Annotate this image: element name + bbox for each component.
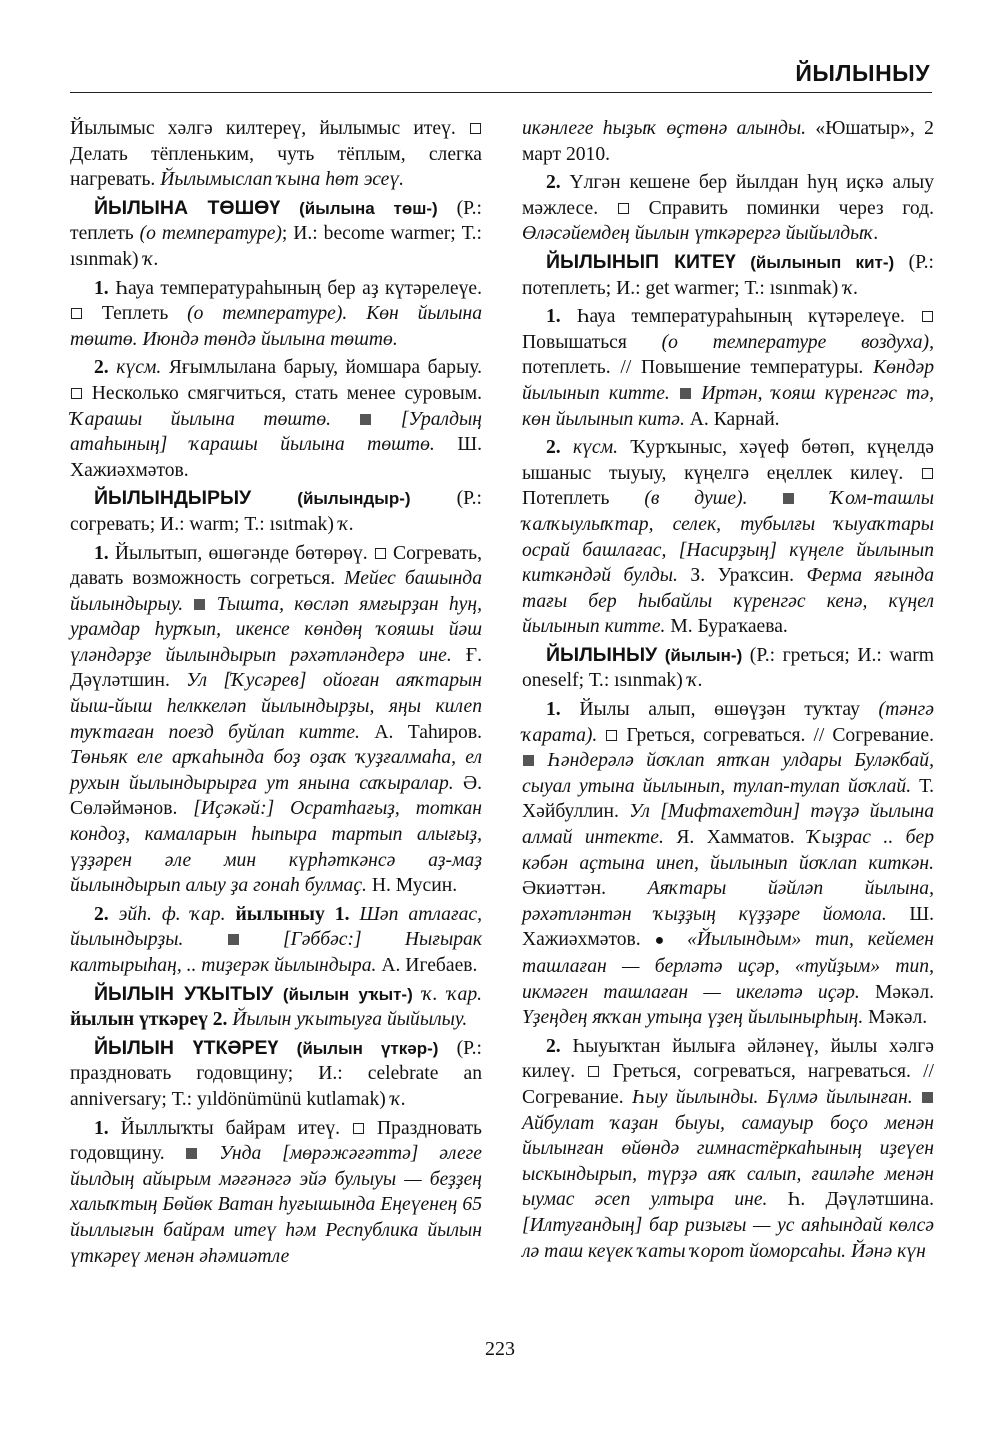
entry-text: Ул [Ҡусәрев] ойоған аяҡтарын йыш-йыш һелккеләп йылындырҙы, яңы килеп туҡтаған поезд буйлап китте. [70, 670, 482, 743]
sense-1 [70, 276, 482, 353]
page-number: 223 [485, 1338, 515, 1360]
black-square-icon [523, 755, 534, 766]
entry-text: Йылын уҡытыуға йыйылыу. [232, 1009, 468, 1031]
entry-text: 2. [546, 172, 561, 194]
entry-text: З. Ураҡсин. [690, 565, 795, 587]
left-column [70, 116, 482, 1272]
entry-text: Праздновать годовщину. [70, 1117, 482, 1165]
sense-1 [70, 541, 482, 899]
entry-text: Һауа температураһының бер аҙ күтәрелеүе. [115, 277, 482, 299]
entry-text: Шәп атлағас, йылындырҙы. [70, 903, 482, 951]
entry-text: [Иҫәкәй:] Осратһағыҙ, тоткан кондоҙ, камаларын һыпыра тартып алығыҙ, үҙҙәрен әле мин күрһәткәнсә аҙ-маҙ йылындырып алыу ҙа гонаһ булмаҫ. [70, 798, 482, 897]
entry-text: А. Таһиров. [374, 721, 483, 743]
entry-text: ҡ. [843, 277, 859, 299]
entry-text: 2. [94, 903, 109, 925]
entry-text: (Р.: греться; И.: warm oneself; Т.: ısınmak) [522, 644, 934, 692]
entry-text: Я. Хамматов. [676, 827, 795, 849]
entry-text: Мәкәл. [874, 981, 934, 1003]
black-square-icon [228, 934, 239, 945]
entry-text: икәнлеге һыҙыҡ өҫтөнә алынды. [522, 118, 807, 139]
entry-text: йылын үткәреү 2. [70, 1009, 228, 1031]
headword: ЙЫЛЫН ҮТКӘРЕҮ [94, 1036, 279, 1059]
sense-2 [70, 355, 482, 483]
entry-text: ҡ. [422, 983, 438, 1005]
entry-text: күсм. [572, 437, 619, 459]
entry-text: Несколько смягчиться, стать менее суровым. [91, 382, 482, 404]
entry-text: (йылындыр-) [297, 489, 411, 509]
entry-text: Повышаться [522, 331, 627, 353]
running-header [70, 58, 932, 93]
headword: ЙЫЛЫНЫУ [546, 643, 658, 666]
entry-text: 1. [94, 277, 109, 299]
entry-text: «Юшатыр», 2 март 2010. [522, 118, 934, 165]
entry-text: Яғымлылана барыу, йомшара барыу. [168, 357, 482, 379]
black-square-icon [194, 599, 205, 610]
entry-text: Үҙеңдең яҡҡан утыңа үҙең йылынырһың. [522, 1007, 864, 1029]
entry-yylyna-toshou [70, 196, 482, 273]
headword: ЙЫЛЫН УҠЫТЫУ [94, 982, 274, 1005]
entry-text: эйһ. ф. ҡар. [118, 903, 226, 925]
entry-text: (в душе). [644, 488, 748, 510]
entry-text: (йылын уҡыт-) [282, 984, 413, 1004]
entry-yylyndyryu [70, 486, 482, 537]
entry-text: Һыу йылынды. Бүлмә йылынған. [631, 1086, 913, 1108]
entry-text: Йылы алып, өшөүҙән туҡтау [579, 699, 860, 721]
entry-text: Йылытып, өшөгәнде бөтөрөү. [114, 542, 368, 564]
white-square-icon [618, 203, 629, 214]
entry-text: Ғ. Дәүләтшин. [70, 644, 482, 692]
entry-text: (йылына төш-) [299, 198, 438, 218]
entry-text: Төньяк еле арҡаһында боҙ оҙаҡ ҡуҙғалмаһа, ел рухын йылындырырға ут янына саҡыралар. [70, 747, 482, 794]
entry-text: Һәндерәлә йоҡлап ятҡан улдары Буләкбай, сыуал утына йылынып, тулап-тулап йоҡлай. [522, 750, 934, 797]
entry-text: Ш. Хажиәхмәтов. [522, 903, 934, 951]
entry-text: Унда [мөрәжәғәттә] әлеге йылдың айырым мәғәнәгә эйә булыуы — беҙҙең халыҡтың Бөйөк Ватан һуғышында Еңеүенең 65 йыллығын байрам итеү һәм Республика йылын үткәреү менән әһәмиәтле [70, 1143, 482, 1267]
entry-text: Ферма яғында тағы бер һыбайлы күренгәс кенә, күңел йылынып китте. [522, 565, 935, 638]
entry-continuation-yylyn-utkareu [522, 116, 934, 167]
entry-text: Өләсәйемдең йылын үткәрергә йыйылдыҡ. [522, 223, 879, 245]
entry-text: ; И.: become warmer; Т.: ısınmak) [70, 223, 482, 270]
entry-yylynyp-kiteu [522, 250, 934, 301]
entry-text: Йылымыслап ҡына һөт эсеү. [160, 169, 405, 191]
white-square-icon [71, 308, 82, 319]
entry-text: ҡ. [390, 1088, 406, 1110]
entry-text: Әкиәттән. [522, 878, 607, 900]
entry-text: күсм. [116, 357, 162, 379]
black-square-icon [922, 1092, 933, 1103]
white-square-icon [588, 1066, 599, 1077]
white-square-icon [922, 311, 933, 322]
black-square-icon [186, 1148, 197, 1159]
entry-text: йылыныу 1. [235, 903, 350, 925]
entry-yylyn-ukytyu [70, 982, 482, 1033]
entry-text: Мейес башында йылындырыу. [70, 568, 482, 615]
entry-text: 2. [546, 437, 561, 459]
white-square-icon [470, 123, 481, 134]
entry-text: (Р.: теплеть [70, 197, 482, 245]
running-head-title: ЙЫЛЫНЫУ [795, 60, 930, 86]
entry-yylyn-utkareu [70, 1036, 482, 1113]
entry-text: Ҡыҙрас .. бер кәбән аҫтына инеп, йылынып йоҡлап киткән. [522, 827, 934, 874]
entry-text: (Р.: потеплеть; И.: get warmer; Т.: ısınmak) [522, 251, 934, 299]
entry-text: (Р.: согревать; И.: warm; Т.: ısıtmak) [70, 488, 482, 535]
sense-2 [522, 1034, 934, 1264]
entry-text: Т. Хәйбуллин. [522, 775, 934, 823]
entry-text: Көндәр йылынып китте. [522, 357, 934, 404]
entry-text: Һ. Дәүләтшина. [787, 1189, 934, 1211]
entry-text: Үлгән кешене бер йылдан һуң иҫкә алыу мәжлесе. [522, 172, 934, 219]
entry-text: 1. [546, 699, 561, 721]
entry-text: А. Игебаев. [381, 955, 478, 976]
entry-text: Н. Мусин. [371, 875, 458, 897]
headword: ЙЫЛЫНЫП КИТЕҮ [546, 250, 736, 273]
entry-text: Йыллыҡты байрам итеү. [120, 1117, 341, 1139]
entry-text: Ә. Сөләймәнов. [70, 772, 483, 820]
sense-1 [70, 1116, 482, 1270]
entry-text: Иртән, ҡояш күренгәс тә, көн йылынып китә. [522, 382, 934, 430]
headword: ЙЫЛЫНДЫРЫУ [94, 487, 252, 510]
entry-continuation-yylymys [70, 116, 482, 193]
entry-text: 2. [546, 1035, 561, 1057]
white-square-icon [606, 730, 617, 741]
entry-text: 1. [546, 306, 561, 328]
entry-text: [Уралдың атаһының] ҡарашы йылына төштө. [70, 408, 482, 456]
entry-text: ҡар. [447, 983, 483, 1005]
bullet-icon: ● [654, 932, 674, 950]
entry-text: (о температуре) [139, 223, 282, 245]
entry-text: Ул [Мифтахетдин] тәүҙә йылына алмай интекте. [522, 801, 935, 849]
entry-text: Көн йылына төштө. Июндә төндә йылына төштө. [70, 303, 482, 350]
entry-text: Йылымыс хәлгә килтереү, йылымыс итеү. [70, 118, 456, 139]
entry-text: Согревать, давать возможность согреться. [70, 542, 482, 590]
entry-text: (йылын үткәр-) [296, 1038, 439, 1058]
sense-2 [70, 902, 482, 979]
entry-text: 1. [94, 1117, 109, 1139]
entry-text: Тышта, көсләп ямғырҙан һуң, урамдар һурҡып, икенсе көндөң ҡояшы йәш үләндәрҙе йылындырып рәхәтләндерә ине. [70, 593, 482, 666]
entry-text: [Илтуғандың] бар ризығы — ус аяһындай көлсә лә таш кеүек ҡаты ҡорот йоморсаһы. Йәнә күн [522, 1214, 934, 1262]
entry-text: Һыуыҡтан йылыға әйләнеү, йылы хәлгә килеү. [522, 1035, 934, 1083]
entry-text: А. Карнай. [689, 408, 780, 430]
black-square-icon [360, 414, 371, 425]
entry-text: 1. [94, 542, 109, 564]
entry-text: (Р.: праздновать годовщину; И.: celebrate an anniversary; Т.: yıldönümünü kutlamak) [70, 1037, 482, 1110]
entry-text: (тәнгә ҡарата). [522, 699, 934, 746]
entry-text: Айбулат ҡаҙан быуы, самауыр боҫо менән йылынған өйөндә гимнастёркаһының иҙеүен ыскындырып, түрҙә аяҡ салып, ғаиләһе менән ыумас әсеп ултыра ине. [522, 1112, 934, 1211]
entry-text: 2. [94, 357, 109, 379]
entry-text: ҡ. [687, 670, 703, 692]
headword: ЙЫЛЫНА ТӨШӨҮ [94, 196, 281, 219]
white-square-icon [353, 1123, 364, 1134]
entry-text: Потеплеть [522, 488, 610, 510]
entry-text: Мәкәл. [868, 1007, 928, 1029]
entry-text: Теплеть [101, 303, 169, 325]
entry-text: потеплеть. // Повышение температуры. [522, 357, 864, 379]
entry-text: Ҡом-ташлы ҡалҡыулыҡтар, селек, тубылғы ҡыуаҡтары осрай башлағас, [Насирҙың] күңеле йылынып киткәндәй булды. [522, 488, 934, 587]
sense-1 [522, 304, 934, 432]
entry-text: (йылын-) [664, 645, 743, 665]
entry-text: Делать тёпленьким, чуть тёплым, слегка нагревать. [70, 143, 482, 191]
entry-text: ҡ. [143, 248, 159, 270]
entry-text: Справить поминки через год. [648, 197, 935, 219]
entry-text: Ҡарашы йылына төштө. [70, 408, 332, 430]
white-square-icon [922, 468, 933, 479]
entry-text: Греться, согреваться. // Согревание. [626, 724, 935, 746]
entry-text: Ш. Хажиәхмәтов. [70, 434, 482, 481]
sense-1 [522, 697, 934, 1031]
entry-text: Аяҡтары йәйләп йылына, рәхәтләнтән ҡыҙҙың күҙҙәре йомола. [522, 878, 934, 925]
entry-text: ҡ. [338, 513, 354, 535]
sense-2 [522, 170, 934, 247]
entry-text: М. Бураҡаева. [670, 616, 788, 638]
entry-text: (йылынып кит-) [750, 252, 895, 272]
entry-text: Ҡурҡыныс, хәүеф бөтөп, күңелдә ышаныс тыуыу, күңелгә еңеллек килеү. [522, 437, 934, 484]
entry-text: (о температуре). [187, 303, 348, 325]
entry-text: Һауа температураһының күтәрелеүе. [576, 306, 905, 328]
entry-text: Греться, согреваться, нагреваться. // Согревание. [522, 1061, 934, 1108]
right-column [522, 116, 934, 1267]
black-square-icon [680, 388, 691, 399]
white-square-icon [375, 548, 386, 559]
entry-yylynyu [522, 643, 934, 694]
entry-text: «Йылындым» тип, кейемен ташлаған — берләтә иҫәр, «туйҙым» тип, икмәген ташлаған — икеләтә иҫәр. [522, 929, 935, 1003]
white-square-icon [71, 388, 82, 399]
entry-text: (о температуре воздуха), [661, 331, 934, 353]
entry-text: [Гәббәс:] Нығырак калтырыһаң, .. тиҙерәк йылындыра. [70, 929, 483, 976]
black-square-icon [783, 493, 794, 504]
sense-2 [522, 435, 934, 640]
